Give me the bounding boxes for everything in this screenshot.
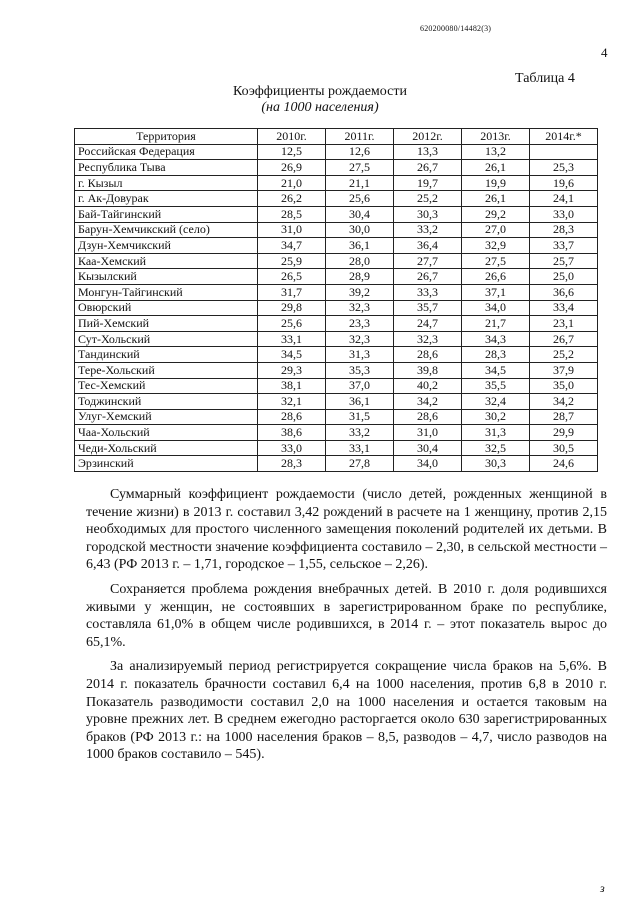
value-cell: 40,2 bbox=[394, 378, 462, 394]
value-cell: 28,3 bbox=[258, 456, 326, 472]
territory-cell: г. Ак-Довурак bbox=[75, 191, 258, 207]
territory-cell: Сут-Хольский bbox=[75, 331, 258, 347]
table-row bbox=[75, 394, 598, 410]
value-cell: 32,3 bbox=[394, 331, 462, 347]
territory-cell: Тере-Хольский bbox=[75, 362, 258, 378]
table-row bbox=[75, 144, 598, 160]
table-row bbox=[75, 284, 598, 300]
value-cell: 33,0 bbox=[258, 440, 326, 456]
value-cell: 31,0 bbox=[394, 425, 462, 441]
territory-cell: Улуг-Хемский bbox=[75, 409, 258, 425]
value-cell: 26,7 bbox=[530, 331, 598, 347]
table-row bbox=[75, 425, 598, 441]
table-row bbox=[75, 253, 598, 269]
value-cell: 30,2 bbox=[462, 409, 530, 425]
value-cell: 29,9 bbox=[530, 425, 598, 441]
value-cell: 21,1 bbox=[326, 175, 394, 191]
value-cell: 26,9 bbox=[258, 160, 326, 176]
value-cell: 31,3 bbox=[326, 347, 394, 363]
value-cell: 34,5 bbox=[258, 347, 326, 363]
table-header-row bbox=[75, 129, 598, 145]
territory-cell: Чеди-Хольский bbox=[75, 440, 258, 456]
territory-cell: Чаа-Хольский bbox=[75, 425, 258, 441]
document-number: 620200080/14482(3) bbox=[420, 24, 492, 33]
table-label: Таблица 4 bbox=[515, 71, 575, 86]
territory-cell: Овюрский bbox=[75, 300, 258, 316]
value-cell: 33,1 bbox=[258, 331, 326, 347]
column-header: 2011г. bbox=[326, 129, 394, 145]
territory-cell: г. Кызыл bbox=[75, 175, 258, 191]
paragraph-fertility-rate: Суммарный коэффициент рождаемости (число детей, рожденных женщиной в течение жизни) в 2013 г. составил 3,42 рождений в расчете на 1 женщину, против 2,15 необходимых для простого численного замещения поколений родителей их детьми. В городской местности значение коэффициента составило – 2,30, в сельской местности – 6,43 (РФ 2013 г. – 1,71, городское – 1,55, сельское – 2,26). bbox=[86, 487, 607, 573]
value-cell: 30,0 bbox=[326, 222, 394, 238]
column-header: 2010г. bbox=[258, 129, 326, 145]
value-cell: 30,4 bbox=[394, 440, 462, 456]
value-cell: 35,3 bbox=[326, 362, 394, 378]
value-cell: 29,3 bbox=[258, 362, 326, 378]
value-cell: 26,1 bbox=[462, 191, 530, 207]
territory-cell: Тандинский bbox=[75, 347, 258, 363]
table-row bbox=[75, 269, 598, 285]
value-cell: 34,2 bbox=[394, 394, 462, 410]
value-cell: 28,3 bbox=[462, 347, 530, 363]
table-title: Коэффициенты рождаемости bbox=[233, 84, 407, 99]
value-cell: 34,0 bbox=[462, 300, 530, 316]
value-cell: 34,5 bbox=[462, 362, 530, 378]
table-row bbox=[75, 456, 598, 472]
value-cell: 25,3 bbox=[530, 160, 598, 176]
table-row bbox=[75, 362, 598, 378]
value-cell: 27,7 bbox=[394, 253, 462, 269]
value-cell: 37,9 bbox=[530, 362, 598, 378]
value-cell: 28,6 bbox=[258, 409, 326, 425]
value-cell: 33,0 bbox=[530, 206, 598, 222]
body-text bbox=[86, 486, 607, 771]
value-cell: 28,7 bbox=[530, 409, 598, 425]
value-cell: 33,2 bbox=[326, 425, 394, 441]
value-cell: 32,3 bbox=[326, 331, 394, 347]
value-cell: 36,1 bbox=[326, 394, 394, 410]
value-cell: 39,8 bbox=[394, 362, 462, 378]
value-cell: 32,3 bbox=[326, 300, 394, 316]
table-row bbox=[75, 191, 598, 207]
column-header: 2013г. bbox=[462, 129, 530, 145]
value-cell: 30,5 bbox=[530, 440, 598, 456]
value-cell: 19,9 bbox=[462, 175, 530, 191]
territory-cell: Монгун-Тайгинский bbox=[75, 284, 258, 300]
table-row bbox=[75, 238, 598, 254]
value-cell: 35,5 bbox=[462, 378, 530, 394]
value-cell: 28,6 bbox=[394, 409, 462, 425]
value-cell: 28,5 bbox=[258, 206, 326, 222]
value-cell: 32,1 bbox=[258, 394, 326, 410]
value-cell: 29,8 bbox=[258, 300, 326, 316]
table-row bbox=[75, 175, 598, 191]
value-cell: 24,7 bbox=[394, 316, 462, 332]
value-cell: 31,5 bbox=[326, 409, 394, 425]
value-cell: 25,2 bbox=[394, 191, 462, 207]
value-cell: 26,5 bbox=[258, 269, 326, 285]
value-cell: 26,7 bbox=[394, 160, 462, 176]
territory-cell: Эрзинский bbox=[75, 456, 258, 472]
value-cell: 31,3 bbox=[462, 425, 530, 441]
value-cell: 27,0 bbox=[462, 222, 530, 238]
value-cell: 33,3 bbox=[394, 284, 462, 300]
table-row bbox=[75, 331, 598, 347]
table-row bbox=[75, 160, 598, 176]
table-row bbox=[75, 440, 598, 456]
value-cell: 25,6 bbox=[326, 191, 394, 207]
value-cell: 25,2 bbox=[530, 347, 598, 363]
value-cell: 33,4 bbox=[530, 300, 598, 316]
value-cell: 33,7 bbox=[530, 238, 598, 254]
value-cell: 33,1 bbox=[326, 440, 394, 456]
column-header: Территория bbox=[75, 129, 258, 145]
territory-cell: Республика Тыва bbox=[75, 160, 258, 176]
value-cell: 26,6 bbox=[462, 269, 530, 285]
value-cell: 27,5 bbox=[326, 160, 394, 176]
value-cell: 28,3 bbox=[530, 222, 598, 238]
value-cell: 34,7 bbox=[258, 238, 326, 254]
value-cell: 36,6 bbox=[530, 284, 598, 300]
column-header: 2014г.* bbox=[530, 129, 598, 145]
value-cell: 13,2 bbox=[462, 144, 530, 160]
value-cell: 35,7 bbox=[394, 300, 462, 316]
value-cell: 32,9 bbox=[462, 238, 530, 254]
value-cell bbox=[530, 144, 598, 160]
value-cell: 25,6 bbox=[258, 316, 326, 332]
value-cell: 28,9 bbox=[326, 269, 394, 285]
value-cell: 19,7 bbox=[394, 175, 462, 191]
value-cell: 32,4 bbox=[462, 394, 530, 410]
value-cell: 27,5 bbox=[462, 253, 530, 269]
value-cell: 19,6 bbox=[530, 175, 598, 191]
corner-mark: з bbox=[600, 881, 605, 895]
table-row bbox=[75, 222, 598, 238]
value-cell: 36,4 bbox=[394, 238, 462, 254]
value-cell: 31,7 bbox=[258, 284, 326, 300]
value-cell: 28,0 bbox=[326, 253, 394, 269]
value-cell: 34,3 bbox=[462, 331, 530, 347]
table-row bbox=[75, 347, 598, 363]
column-header: 2012г. bbox=[394, 129, 462, 145]
table-row bbox=[75, 378, 598, 394]
table-row bbox=[75, 206, 598, 222]
value-cell: 21,7 bbox=[462, 316, 530, 332]
value-cell: 33,2 bbox=[394, 222, 462, 238]
value-cell: 30,4 bbox=[326, 206, 394, 222]
value-cell: 21,0 bbox=[258, 175, 326, 191]
paragraph-extramarital-births: Сохраняется проблема рождения внебрачных детей. В 2010 г. доля родившихся живыми у женщин, не состоявших в зарегистрированном браке по республике, составляла 61,0% в общем числе родившихся, в 2014 г. – этот показатель вырос до 65,1%. bbox=[86, 581, 607, 650]
table-body bbox=[75, 144, 598, 471]
value-cell: 12,5 bbox=[258, 144, 326, 160]
table-row bbox=[75, 409, 598, 425]
paragraph-marriages-divorces: За анализируемый период регистрируется сокращение числа браков на 5,6%. В 2014 г. показатель брачности составил 6,4 на 1000 населения, против 6,8 в 2010 г. Показатель разводимости составил 2,0 на 1000 населения и остается таковым на уровне прежних лет. В среднем ежегодно расторгается около 630 зарегистрированных браков (РФ 2013 г.: на 1000 населения браков – 8,5, разводов – 4,7, число разводов на 1000 браков составило – 545). bbox=[86, 659, 607, 763]
value-cell: 23,1 bbox=[530, 316, 598, 332]
value-cell: 32,5 bbox=[462, 440, 530, 456]
value-cell: 12,6 bbox=[326, 144, 394, 160]
value-cell: 34,2 bbox=[530, 394, 598, 410]
territory-cell: Пий-Хемский bbox=[75, 316, 258, 332]
value-cell: 26,7 bbox=[394, 269, 462, 285]
value-cell: 26,2 bbox=[258, 191, 326, 207]
value-cell: 37,1 bbox=[462, 284, 530, 300]
value-cell: 26,1 bbox=[462, 160, 530, 176]
value-cell: 25,0 bbox=[530, 269, 598, 285]
value-cell: 35,0 bbox=[530, 378, 598, 394]
page-number: 4 bbox=[601, 45, 608, 60]
territory-cell: Бай-Тайгинский bbox=[75, 206, 258, 222]
value-cell: 30,3 bbox=[462, 456, 530, 472]
value-cell: 27,8 bbox=[326, 456, 394, 472]
territory-cell: Тес-Хемский bbox=[75, 378, 258, 394]
value-cell: 24,1 bbox=[530, 191, 598, 207]
value-cell: 25,7 bbox=[530, 253, 598, 269]
value-cell: 30,3 bbox=[394, 206, 462, 222]
value-cell: 13,3 bbox=[394, 144, 462, 160]
table-row bbox=[75, 300, 598, 316]
value-cell: 29,2 bbox=[462, 206, 530, 222]
value-cell: 31,0 bbox=[258, 222, 326, 238]
value-cell: 36,1 bbox=[326, 238, 394, 254]
table-subtitle: (на 1000 населения) bbox=[261, 100, 379, 115]
value-cell: 34,0 bbox=[394, 456, 462, 472]
territory-cell: Российская Федерация bbox=[75, 144, 258, 160]
table-row bbox=[75, 316, 598, 332]
birth-rate-table bbox=[74, 128, 598, 472]
territory-cell: Каа-Хемский bbox=[75, 253, 258, 269]
territory-cell: Кызылский bbox=[75, 269, 258, 285]
territory-cell: Барун-Хемчикский (село) bbox=[75, 222, 258, 238]
value-cell: 28,6 bbox=[394, 347, 462, 363]
territory-cell: Дзун-Хемчикский bbox=[75, 238, 258, 254]
value-cell: 37,0 bbox=[326, 378, 394, 394]
value-cell: 25,9 bbox=[258, 253, 326, 269]
territory-cell: Тоджинский bbox=[75, 394, 258, 410]
value-cell: 38,1 bbox=[258, 378, 326, 394]
value-cell: 24,6 bbox=[530, 456, 598, 472]
value-cell: 38,6 bbox=[258, 425, 326, 441]
value-cell: 39,2 bbox=[326, 284, 394, 300]
value-cell: 23,3 bbox=[326, 316, 394, 332]
